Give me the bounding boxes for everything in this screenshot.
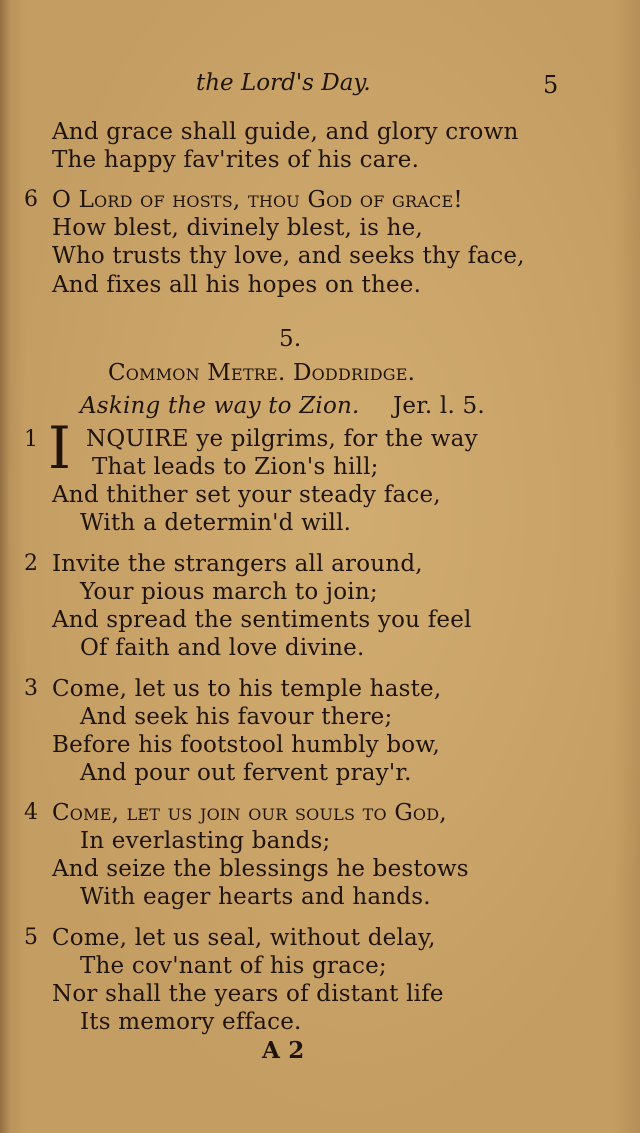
verse-2-line-2: Your pious march to join; xyxy=(80,579,378,605)
verse-4-line-1: Come, let us join our souls to God, xyxy=(52,800,447,826)
signature-mark: A 2 xyxy=(262,1037,305,1064)
verse-3-line-3: Before his footstool humbly bow, xyxy=(52,732,440,758)
running-title: the Lord's Day. xyxy=(196,70,371,96)
verse-6-line-3: Who trusts thy love, and seeks thy face, xyxy=(52,243,525,269)
verse-5-line-1: Come, let us seal, without delay, xyxy=(52,925,436,951)
verse-number-6: 6 xyxy=(24,187,38,212)
verse-3-line-4: And pour out fervent pray'r. xyxy=(80,760,412,786)
verse-number-2: 2 xyxy=(24,551,38,576)
verse-5-line-4: Its memory efface. xyxy=(80,1009,302,1035)
hymn-reference: Jer. l. 5. xyxy=(393,393,485,419)
verse-number-4: 4 xyxy=(24,800,38,825)
verse-2-line-4: Of faith and love divine. xyxy=(80,635,365,661)
continued-line-2: The happy fav'rites of his care. xyxy=(52,147,420,173)
verse-number-5: 5 xyxy=(24,925,38,950)
verse-6-line-1: O Lord of hosts, thou God of grace! xyxy=(52,187,463,213)
verse-number-3: 3 xyxy=(24,676,38,701)
verse-4-line-4: With eager hearts and hands. xyxy=(80,884,431,910)
drop-cap: I xyxy=(48,414,71,482)
verse-3-line-1: Come, let us to his temple haste, xyxy=(52,676,442,702)
continued-line-1: And grace shall guide, and glory crown xyxy=(52,119,519,145)
hymn-number: 5. xyxy=(279,326,302,352)
verse-3-line-2: And seek his favour there; xyxy=(80,704,393,730)
verse-1-line-3: And thither set your steady face, xyxy=(52,482,441,508)
verse-1-line-4: With a determin'd will. xyxy=(80,510,352,536)
verse-6-line-2: How blest, divinely blest, is he, xyxy=(52,215,423,241)
verse-number-1: 1 xyxy=(24,427,38,452)
hymn-meter: Common Metre. Doddridge. xyxy=(108,360,416,386)
verse-1-line-1: NQUIRE ye pilgrims, for the way xyxy=(86,426,478,452)
verse-2-line-1: Invite the strangers all around, xyxy=(52,551,423,577)
verse-6-line-4: And fixes all his hopes on thee. xyxy=(52,272,422,298)
verse-5-line-3: Nor shall the years of distant life xyxy=(52,981,444,1007)
page-edge-shadow xyxy=(0,0,10,1133)
verse-2-line-3: And spread the sentiments you feel xyxy=(52,607,472,633)
verse-5-line-2: The cov'nant of his grace; xyxy=(80,953,387,979)
hymn-subtitle: Asking the way to Zion. xyxy=(80,393,360,419)
page-number: 5 xyxy=(543,71,559,99)
verse-4-line-2: In everlasting bands; xyxy=(80,828,331,854)
verse-1-line-2: That leads to Zion's hill; xyxy=(92,454,379,480)
verse-4-line-3: And seize the blessings he bestows xyxy=(52,856,469,882)
